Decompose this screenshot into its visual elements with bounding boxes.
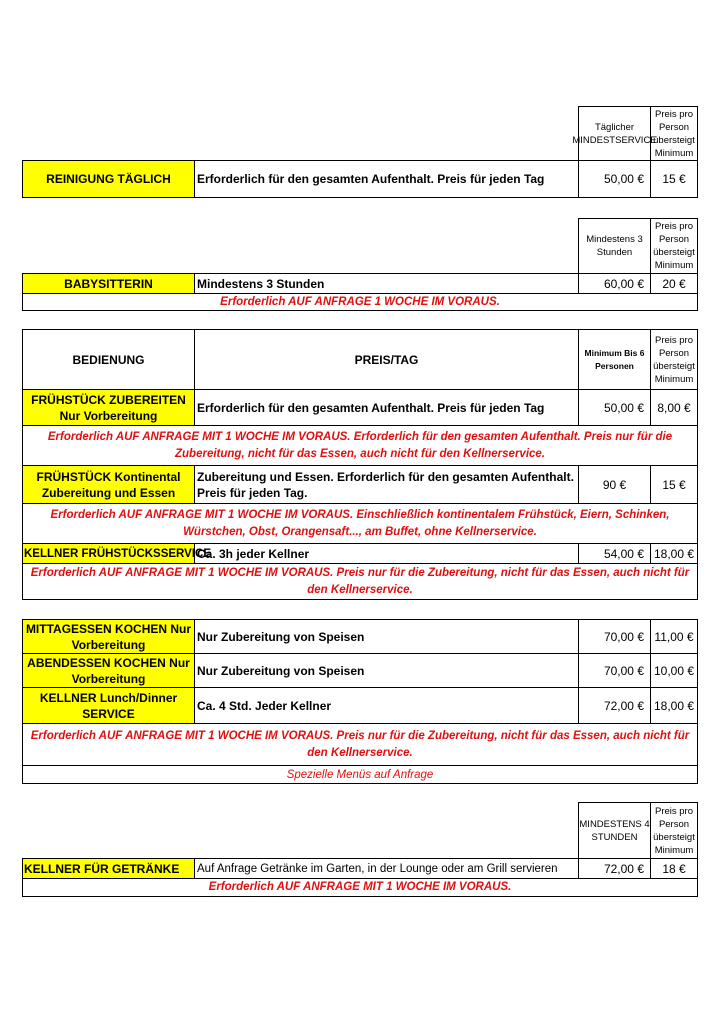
drinks-note: Erforderlich AUF ANFRAGE MIT 1 WOCHE IM VORAUS. — [22, 878, 698, 897]
meals-row-desc: Ca. 4 Std. Jeder Kellner — [194, 687, 578, 723]
meals-note-special-menus: Spezielle Menüs auf Anfrage — [22, 765, 698, 784]
babysitter-label: BABYSITTERIN — [22, 273, 194, 293]
meals-row-pp: 10,00 € — [650, 653, 698, 687]
service-row-note: Erforderlich AUF ANFRAGE MIT 1 WOCHE IM VORAUS. Preis nur für die Zubereitung, nicht für das Essen, auch nicht für den Kellnerservice. — [22, 563, 698, 600]
service-row-note: Erforderlich AUF ANFRAGE MIT 1 WOCHE IM VORAUS. Erforderlich für den gesamten Aufenthalt. Preis nur für die Zubereitung, nicht für das Essen, auch nicht für den Kellnerservice. — [22, 425, 698, 465]
meals-row-price: 70,00 € — [578, 619, 650, 653]
meals-row-label: MITTAGESSEN KOCHEN Nur Vorbereitung — [22, 619, 194, 653]
cleaning-desc: Erforderlich für den gesamten Aufenthalt. Preis für jeden Tag — [194, 160, 578, 198]
drinks-desc: Auf Anfrage Getränke im Garten, in der Lounge oder am Grill servieren — [194, 858, 578, 878]
meals-row-pp: 11,00 € — [650, 619, 698, 653]
service-header-label: BEDIENUNG — [22, 329, 194, 389]
service-row-label: FRÜHSTÜCK ZUBEREITEN Nur Vorbereitung — [22, 389, 194, 425]
service-row-price: 50,00 € — [578, 389, 650, 425]
meals-note: Erforderlich AUF ANFRAGE MIT 1 WOCHE IM VORAUS. Preis nur für die Zubereitung, nicht für das Essen, auch nicht für den Kellnerservice. — [22, 723, 698, 765]
cleaning-min-header: Täglicher MINDESTSERVICE — [578, 106, 650, 160]
babysitter-note: Erforderlich AUF ANFRAGE 1 WOCHE IM VORAUS. — [22, 293, 698, 311]
cleaning-label: REINIGUNG TÄGLICH — [22, 160, 194, 198]
drinks-price: 72,00 € — [578, 858, 650, 878]
service-row-price: 54,00 € — [578, 543, 650, 563]
drinks-min-header: MINDESTENS 4 STUNDEN — [578, 802, 650, 858]
meals-row-desc: Nur Zubereitung von Speisen — [194, 619, 578, 653]
meals-row-desc: Nur Zubereitung von Speisen — [194, 653, 578, 687]
drinks-pp: 18 € — [650, 858, 698, 878]
babysitter-min-header: Mindestens 3 Stunden — [578, 218, 650, 273]
service-row-pp: 15 € — [650, 465, 698, 503]
babysitter-pp: 20 € — [650, 273, 698, 293]
babysitter-desc: Mindestens 3 Stunden — [194, 273, 578, 293]
service-row-pp: 18,00 € — [650, 543, 698, 563]
meals-row-price: 72,00 € — [578, 687, 650, 723]
meals-row-label: ABENDESSEN KOCHEN Nur Vorbereitung — [22, 653, 194, 687]
meals-row-price: 70,00 € — [578, 653, 650, 687]
service-header-desc: PREIS/TAG — [194, 329, 578, 389]
service-row-label: FRÜHSTÜCK Kontinental Zubereitung und Essen — [22, 465, 194, 503]
cleaning-pp: 15 € — [650, 160, 698, 198]
service-row-note: Erforderlich AUF ANFRAGE MIT 1 WOCHE IM VORAUS. Einschließlich kontinentalem Frühstück, Eiern, Schinken, Würstchen, Obst, Orangensaft..., am Buffet, ohne Kellnerservice. — [22, 503, 698, 543]
drinks-pp-header: Preis pro Person übersteigt Minimum — [650, 802, 698, 858]
drinks-label: KELLNER FÜR GETRÄNKE — [22, 858, 194, 878]
service-row-label: KELLNER FRÜHSTÜCKSSERVICE — [22, 543, 194, 563]
service-row-price: 90 € — [578, 465, 650, 503]
service-row-pp: 8,00 € — [650, 389, 698, 425]
cleaning-pp-header: Preis pro Person übersteigt Minimum — [650, 106, 698, 160]
service-header-min: Minimum Bis 6 Personen — [578, 329, 650, 389]
service-header-pp: Preis pro Person übersteigt Minimum — [650, 329, 698, 389]
service-row-desc: Zubereitung und Essen. Erforderlich für den gesamten Aufenthalt. Preis für jeden Tag. — [194, 465, 578, 503]
cleaning-price: 50,00 € — [578, 160, 650, 198]
service-row-desc: Ca. 3h jeder Kellner — [194, 543, 578, 563]
service-row-desc: Erforderlich für den gesamten Aufenthalt. Preis für jeden Tag — [194, 389, 578, 425]
babysitter-price: 60,00 € — [578, 273, 650, 293]
meals-row-pp: 18,00 € — [650, 687, 698, 723]
babysitter-pp-header: Preis pro Person übersteigt Minimum — [650, 218, 698, 273]
meals-row-label: KELLNER Lunch/Dinner SERVICE — [22, 687, 194, 723]
